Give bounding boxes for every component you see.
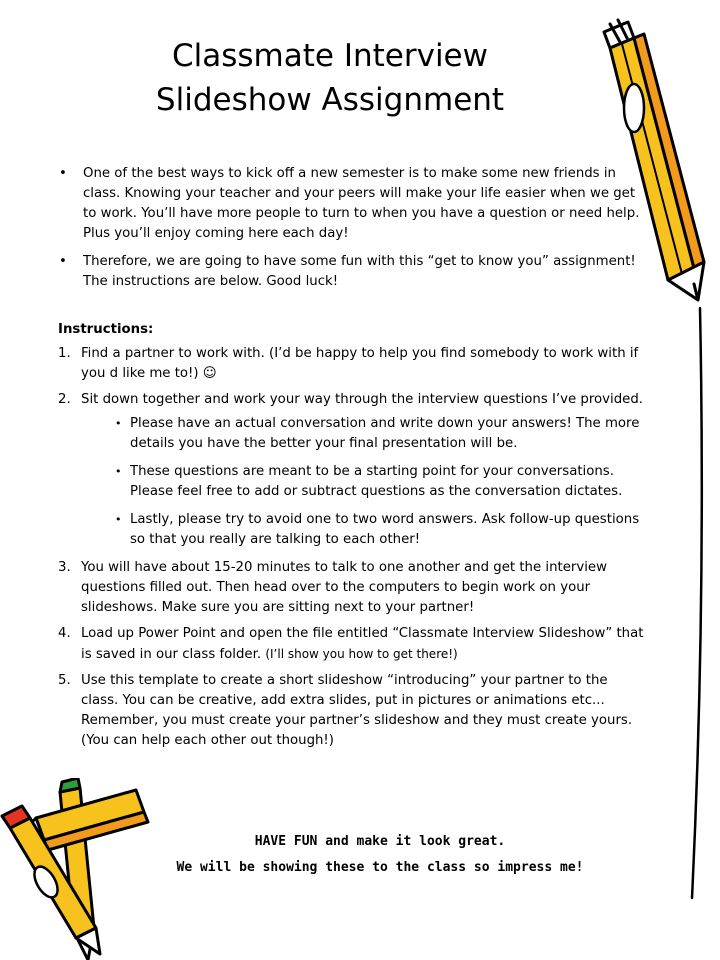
intro-bullet-list (58, 164, 648, 292)
step-number: 2. (58, 392, 71, 407)
sub-bullet: • These questions are meant to be a starting point for your conversations. Please feel free to add or subtract questions as the conversation dictates. (115, 462, 648, 502)
instructions-list (58, 344, 648, 751)
step-note: (I’ll show you how to get there!) (265, 647, 458, 661)
step-text: Load up Power Point and open the file entitled “Classmate Interview Slideshow” that is saved in our class folder. (81, 626, 644, 662)
step-text: You will have about 15-20 minutes to talk to one another and get the interview questions filled out. Then head over to the computers to begin work on your slideshows. Make sure you are sitting next to your partner! (81, 560, 607, 615)
step-2-sub-bullets (81, 414, 648, 550)
sub-bullet: • Please have an actual conversation and write down your answers! The more details you have the better your final presentation will be. (115, 414, 648, 454)
document-body (58, 164, 648, 757)
instruction-step (58, 390, 648, 550)
step-number: 1. (58, 346, 71, 361)
instruction-step (58, 558, 648, 618)
title-line-1: Classmate Interview (172, 38, 488, 74)
page-title (60, 34, 600, 122)
step-number: 4. (58, 626, 71, 641)
instructions-heading: Instructions: (58, 322, 154, 337)
pencil-icon (594, 8, 720, 908)
step-text: Find a partner to work with. (I’d be happy to help you find somebody to work with if you d like me to!) ☺ (81, 346, 639, 381)
title-line-2: Slideshow Assignment (155, 82, 505, 118)
step-number: 3. (58, 560, 71, 575)
step-number: 5. (58, 673, 71, 688)
instruction-step (58, 671, 648, 751)
instruction-step (58, 624, 648, 665)
instruction-step (58, 344, 648, 384)
sub-bullet: • Lastly, please try to avoid one to two word answers. Ask follow-up questions so that you really are talking to each other! (115, 510, 648, 550)
step-text: Sit down together and work your way through the interview questions I’ve provided. (81, 392, 644, 407)
footer-line-2: We will be showing these to the class so impress me! (176, 860, 584, 875)
footer-line-1: HAVE FUN and make it look great. (254, 834, 506, 849)
crossed-pencils-icon (0, 778, 160, 960)
step-text: Use this template to create a short slideshow “introducing” your partner to the class. You can be creative, add extra slides, put in pictures or animations etc... Remember, you must create your partner’s slideshow and they must create yours. (You can help each other out though!) (81, 673, 633, 748)
intro-bullet: • One of the best ways to kick off a new semester is to make some new friends in class. Knowing your teacher and your peers will make your life easier when we get to work. You’ll have more people to turn to when you have a question or need help. Plus you’ll enjoy coming here each day! (58, 164, 648, 244)
intro-bullet: • Therefore, we are going to have some fun with this “get to know you” assignment! The instructions are below. Good luck! (58, 252, 648, 292)
